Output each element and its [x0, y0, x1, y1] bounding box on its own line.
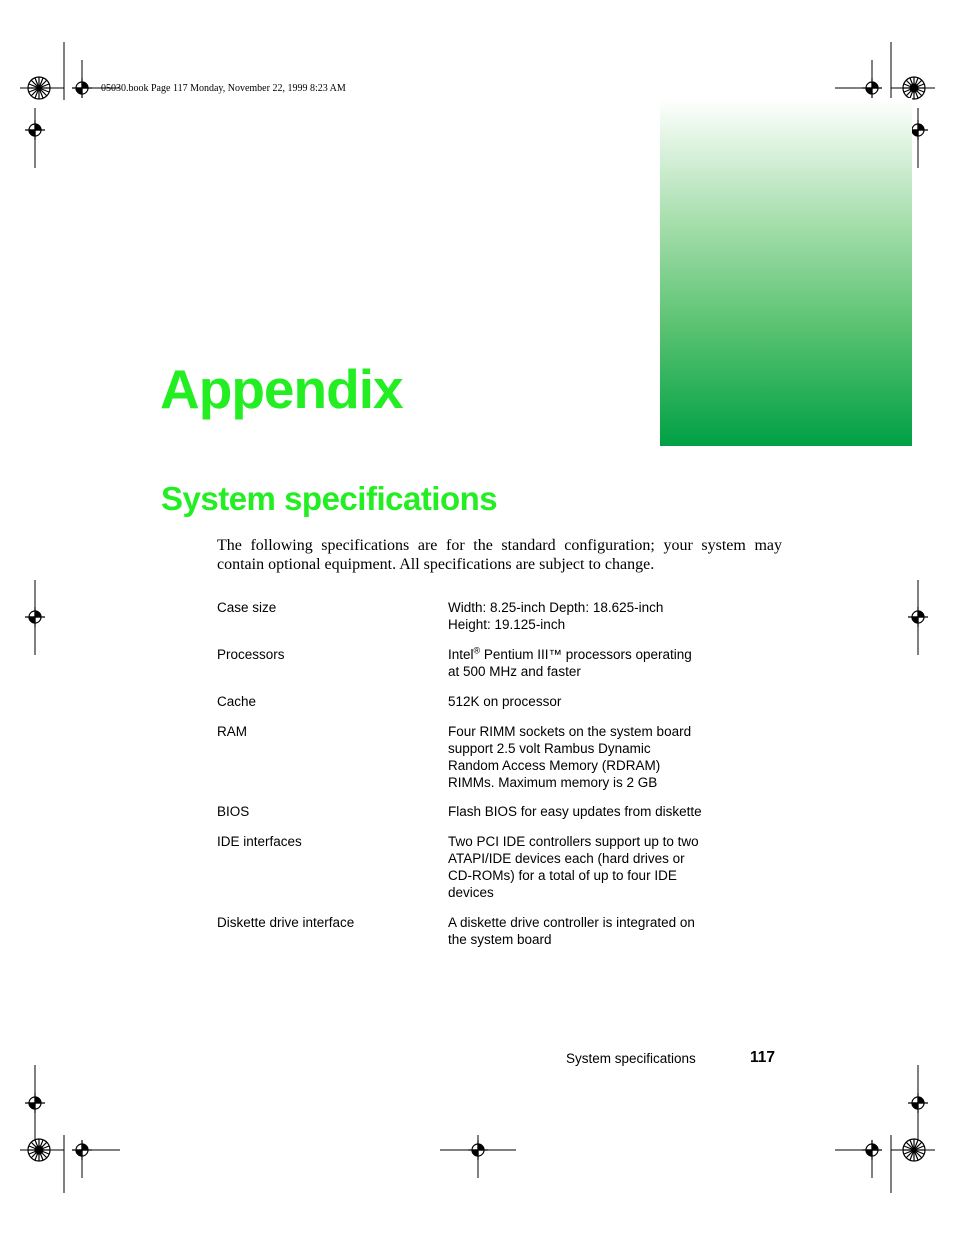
spec-value-line: Two PCI IDE controllers support up to two — [448, 834, 699, 849]
spec-label: Processors — [217, 647, 285, 662]
chapter-title: Appendix — [160, 358, 403, 420]
spec-value — [448, 599, 723, 633]
spec-value-line: 512K on processor — [448, 694, 562, 709]
running-footer: System specifications — [566, 1051, 696, 1066]
spec-value-line: the system board — [448, 932, 552, 947]
spec-value — [448, 833, 723, 901]
spec-value — [448, 803, 723, 820]
spec-value — [448, 693, 723, 710]
print-file-header: 05030.book Page 117 Monday, November 22, 1999 8:23 AM — [101, 83, 346, 94]
spec-label: IDE interfaces — [217, 834, 302, 849]
page-number: 117 — [750, 1049, 776, 1066]
spec-value-line: ATAPI/IDE devices each (hard drives or — [448, 851, 685, 866]
spec-label: Diskette drive interface — [217, 915, 355, 930]
spec-value-line: Height: 19.125-inch — [448, 617, 566, 632]
spec-value — [448, 914, 723, 948]
spec-value-line: Width: 8.25-inch Depth: 18.625-inch — [448, 600, 664, 615]
section-title: System specifications — [161, 480, 498, 517]
spec-value-line: devices — [448, 885, 494, 900]
spec-value-line: RIMMs. Maximum memory is 2 GB — [448, 775, 658, 790]
spec-label: BIOS — [217, 804, 250, 819]
spec-value — [448, 723, 723, 791]
spec-value-line: support 2.5 volt Rambus Dynamic — [448, 741, 651, 756]
spec-value-text: Pentium III™ processors operating — [480, 647, 692, 662]
spec-label: Cache — [217, 694, 257, 709]
spec-value — [448, 646, 723, 680]
intro-paragraph: The following specifications are for the standard configuration; your system may contain optional equipment. All specifications are subject to change. — [217, 537, 782, 573]
spec-value-line: CD-ROMs) for a total of up to four IDE — [448, 868, 677, 883]
brand-name: Intel — [448, 647, 474, 662]
spec-value-line: A diskette drive controller is integrated on — [448, 915, 695, 930]
spec-label: RAM — [217, 724, 247, 739]
spec-value-line — [448, 646, 723, 663]
registered-mark: ® — [473, 645, 481, 656]
spec-value-line: Four RIMM sockets on the system board — [448, 724, 692, 739]
spec-value-line: at 500 MHz and faster — [448, 664, 581, 679]
spec-value-line: Random Access Memory (RDRAM) — [448, 758, 661, 773]
spec-label: Case size — [217, 600, 277, 615]
spec-value-line: Flash BIOS for easy updates from diskette — [448, 804, 702, 819]
chapter-color-block — [660, 98, 912, 446]
